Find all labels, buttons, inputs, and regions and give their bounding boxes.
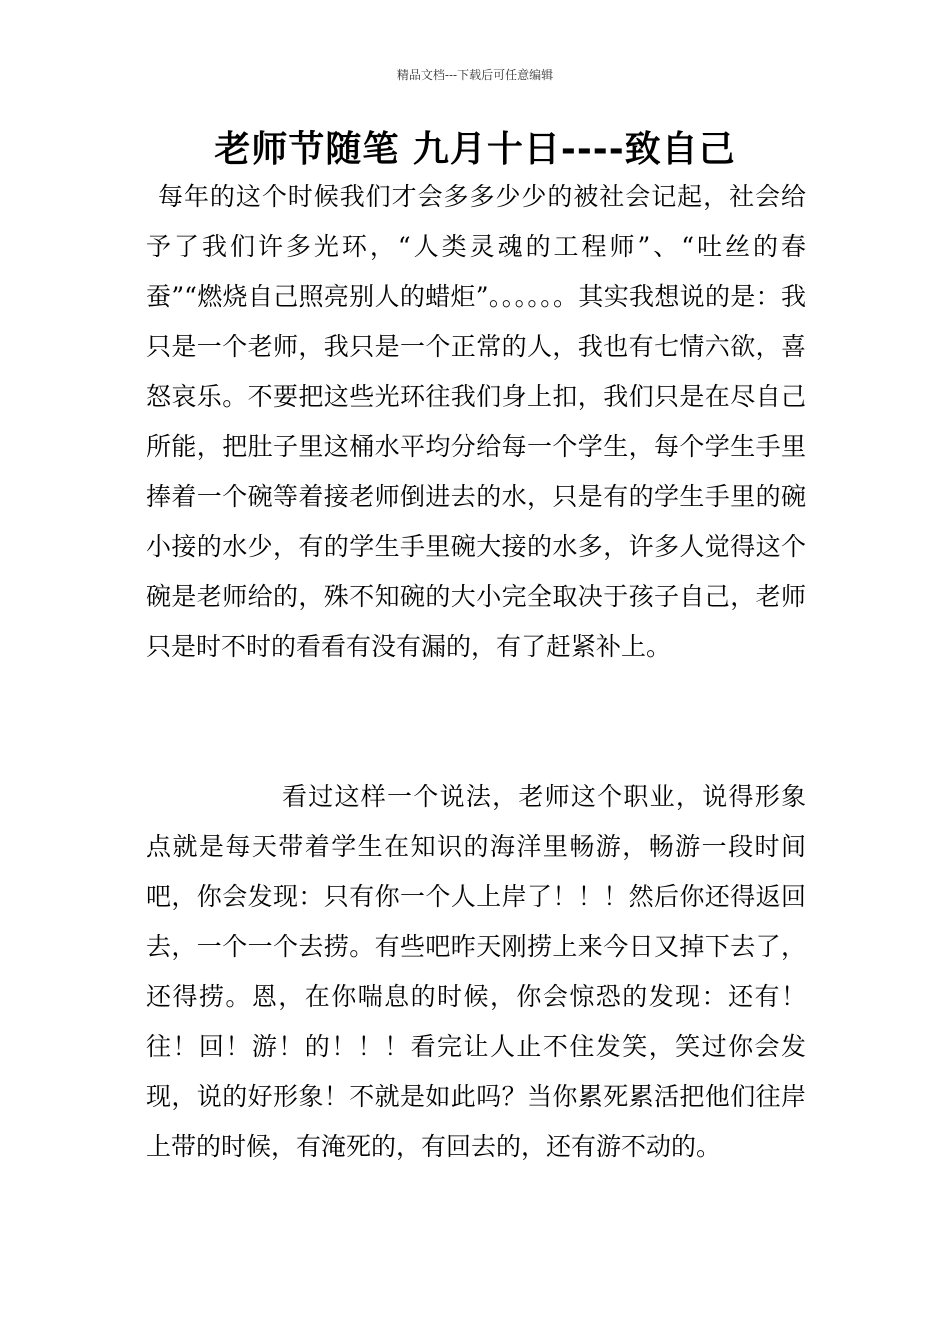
document-title: 老师节随笔 九月十日----致自己 <box>214 129 736 170</box>
paragraph-2: 看过这样一个说法，老师这个职业，说得形象点就是每天带着学生在知识的海洋里畅游，畅游一段时间吧，你会发现：只有你一个人上岸了！！！然后你还得返回去，一个一个去捞。有些吧昨天刚捞上来今日又掉下去了，还得捞。恩，在你喘息的时候，你会惊恐的发现：还有！往！回！游！的！！！看完让人止不住发笑，笑过你会发现，说的好形象！不就是如此吗？当你累死累活把他们往岸上带的时候，有淹死的，有回去的，还有游不动的。 <box>146 782 806 1161</box>
paragraph-1: 每年的这个时候我们才会多多少少的被社会记起，社会给予了我们许多光环，“人类灵魂的工程师”、“吐丝的春蚕”“燃烧自己照亮别人的蜡炬”。。。。。。其实我想说的是：我只是一个老师，我只是一个正常的人，我也有七情六欲，喜怒哀乐。不要把这些光环往我们身上扣，我们只是在尽自己所能，把肚子里这桶水平均分给每一个学生，每个学生手里捧着一个碗等着接老师倒进去的水，只是有的学生手里的碗小接的水少，有的学生手里碗大接的水多，许多人觉得这个碗是老师给的，殊不知碗的大小完全取决于孩子自己，老师只是时不时的看看有没有漏的，有了赶紧补上。 <box>146 182 806 661</box>
header-note: 精品文档---下载后可任意编辑 <box>396 68 554 82</box>
